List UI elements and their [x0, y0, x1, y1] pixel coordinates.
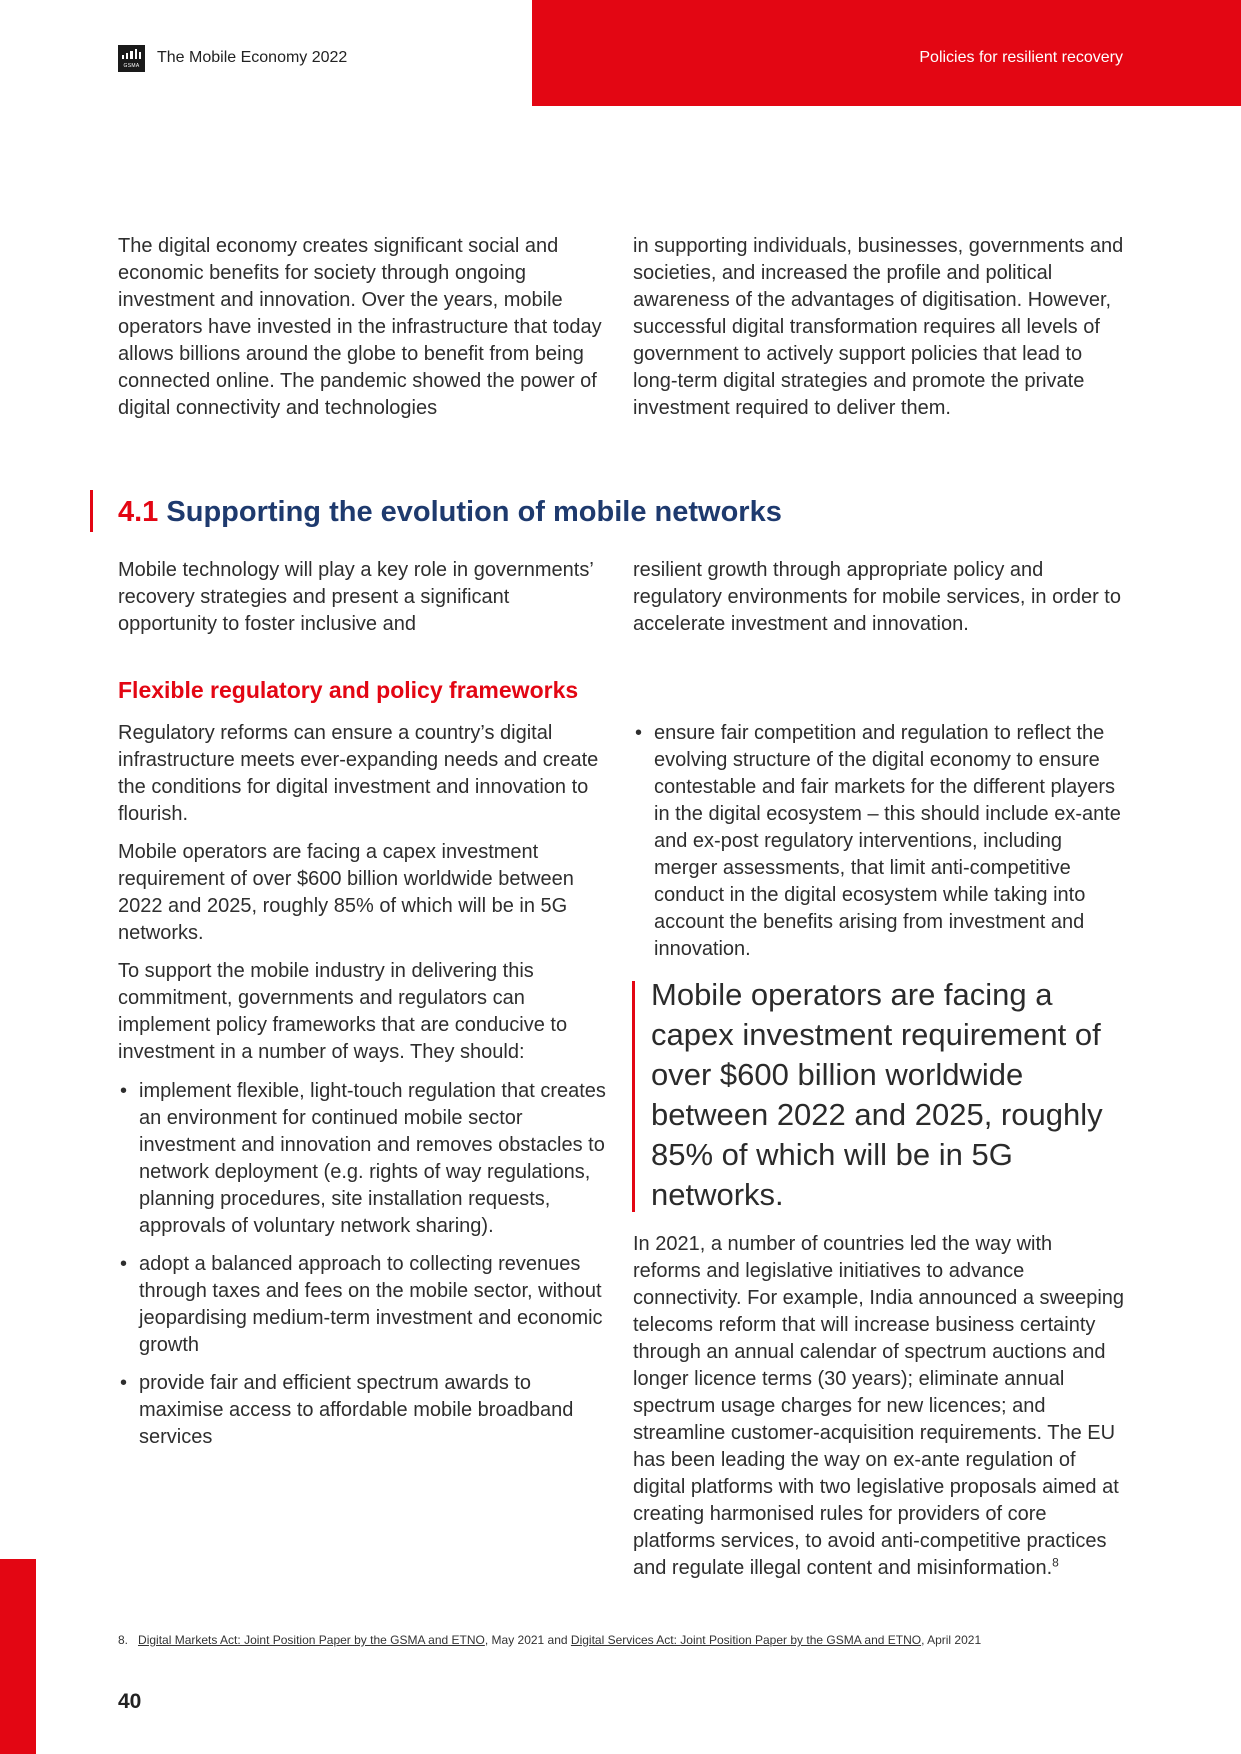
- closing-paragraph: [633, 1231, 1125, 1582]
- footnote-link-dma[interactable]: Digital Markets Act: Joint Position Paper by the GSMA and ETNO: [138, 1633, 485, 1647]
- side-red-tab: [0, 1559, 36, 1754]
- section-heading: [118, 496, 782, 529]
- closing-text: In 2021, a number of countries led the way with reforms and legislative initiatives to advance connectivity. For example, India announced a sweeping telecoms reform that will increase business certainty through an annual calendar of spectrum auctions and longer licence terms (30 years); eliminate annual spectrum usage charges for new licences; and streamline customer-acquisition requirements. The EU has been leading the way on ex-ante regulation of digital platforms with two legislative proposals aimed at creating harmonised rules for providers of core platforms services, to avoid anti-competitive practices and regulate illegal content and misinformation.: [633, 1233, 1125, 1579]
- policy-bullet-list-left: [118, 1078, 610, 1462]
- subsection-heading: Flexible regulatory and policy frameworks: [118, 677, 579, 703]
- intro-right-paragraph: in supporting individuals, businesses, governments and societies, and increased the profile and political awareness of the advantages of digitisation. However, successful digital transformation requires all levels of government to actively support policies that lead to long-term digital strategies and promote the private investment required to deliver them.: [633, 235, 1124, 419]
- quote-accent-bar: [632, 981, 635, 1212]
- header-red-band: [532, 0, 1241, 106]
- section-accent-bar: [90, 490, 93, 532]
- subsection-paragraph-1: Regulatory reforms can ensure a country’s digital infrastructure meets ever-expanding needs and create the conditions for digital investment and innovation to flourish.: [118, 722, 599, 825]
- bullet-icon: •: [635, 722, 643, 744]
- footnote-reference[interactable]: 8: [1052, 1555, 1059, 1570]
- footnote-text-1: , May 2021 and: [484, 1633, 571, 1647]
- subsection-paragraph-2: Mobile operators are facing a capex investment requirement of over $600 billion worldwide between 2022 and 2025, roughly 85% of which will be in 5G networks.: [118, 841, 574, 944]
- logo-text: GSMA: [123, 63, 140, 69]
- policy-bullet-list-right: [633, 720, 1125, 974]
- list-item: • ensure fair competition and regulation to reflect the evolving structure of the digital economy to ensure contestable and fair markets for the different players in the digital ecosystem – this should include ex-ante and ex-post regulatory interventions, including merger assessments, that limit anti-competitive conduct in the digital ecosystem while taking into account the benefits arising from investment and innovation.: [635, 722, 1121, 960]
- bullet-icon: •: [120, 1253, 128, 1275]
- logo-bars-icon: [122, 49, 141, 59]
- pull-quote: Mobile operators are facing a capex investment requirement of over $600 billion worldwide between 2022 and 2025, roughly 85% of which will be in 5G networks.: [651, 977, 1103, 1212]
- list-item: • adopt a balanced approach to collecting revenues through taxes and fees on the mobile sector, without jeopardising medium-term investment and economic growth: [120, 1253, 603, 1356]
- footnote-text-2: , April 2021: [921, 1633, 982, 1647]
- section-intro-right: resilient growth through appropriate policy and regulatory environments for mobile services, in order to accelerate investment and innovation.: [633, 559, 1121, 635]
- footnote-number: 8.: [118, 1633, 129, 1647]
- section-name: Policies for resilient recovery: [919, 49, 1123, 66]
- report-title: The Mobile Economy 2022: [157, 49, 348, 66]
- bullet-icon: •: [120, 1372, 128, 1394]
- list-item: • implement flexible, light-touch regulation that creates an environment for continued mobile sector investment and innovation and removes obstacles to network deployment (e.g. rights of way regulations, planning procedures, site installation requests, approvals of voluntary network sharing).: [120, 1080, 606, 1237]
- section-title: Supporting the evolution of mobile networks: [166, 496, 782, 528]
- footnote-link-dsa[interactable]: Digital Services Act: Joint Position Paper by the GSMA and ETNO: [570, 1633, 922, 1647]
- intro-left-paragraph: The digital economy creates significant social and economic benefits for society through ongoing investment and innovation. Over the years, mobile operators have invested in the infrastructure that today allows billions around the globe to benefit from being connected online. The pandemic showed the power of digital connectivity and technologies: [118, 235, 602, 419]
- subsection-paragraph-3: To support the mobile industry in delivering this commitment, governments and regulators can implement policy frameworks that are conducive to investment in a number of ways. They should:: [118, 960, 568, 1063]
- page-number: 40: [118, 1690, 142, 1713]
- list-item: • provide fair and efficient spectrum awards to maximise access to affordable mobile broadband services: [120, 1372, 574, 1448]
- section-intro-left: Mobile technology will play a key role in governments’ recovery strategies and present a significant opportunity to foster inclusive and: [118, 559, 594, 635]
- footnote: [118, 1633, 981, 1647]
- section-number: 4.1: [118, 496, 159, 528]
- bullet-icon: •: [120, 1080, 128, 1102]
- gsma-logo: [118, 45, 145, 72]
